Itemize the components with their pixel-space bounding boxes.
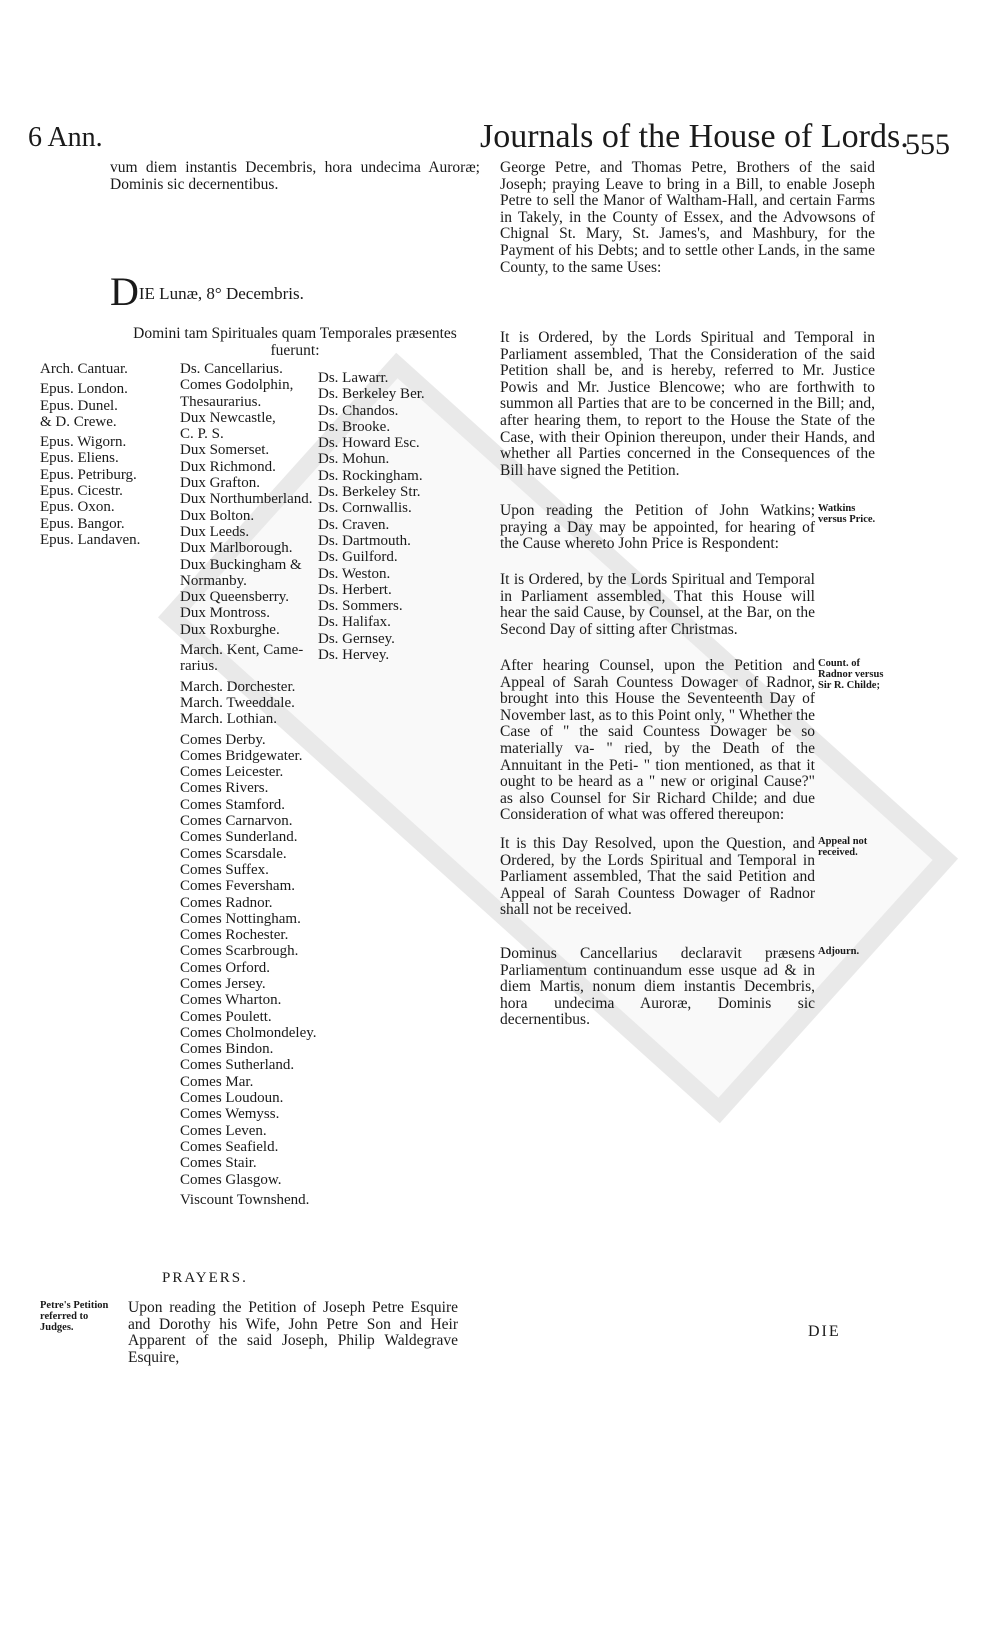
- attendee-name: Ds. Craven.: [318, 516, 390, 533]
- attendee-name: Comes Stair.: [180, 1155, 257, 1172]
- attendee-name: Ds. Cancellarius.: [180, 361, 283, 377]
- attendee-name: Ds. Herbert.: [318, 581, 392, 598]
- attendee-name: Comes Leven.: [180, 1122, 267, 1139]
- attendee-name: Epus. Petriburg.: [40, 466, 137, 483]
- attendee-name: Arch. Cantuar.: [40, 361, 128, 377]
- attendee-name: Ds. Mohun.: [318, 451, 390, 468]
- attendee-name: Epus. Cicestr.: [40, 483, 123, 500]
- attendee-name: Comes Bindon.: [180, 1041, 274, 1058]
- attendee-name: Thesaurarius.: [180, 393, 262, 410]
- attendee-name: Comes Carnarvon.: [180, 813, 293, 830]
- watkins-petition: Upon reading the Petition of John Watkins; praying a Day may be appointed, for hearing of the Cause whereto John Price is Respondent:: [500, 502, 815, 553]
- attendee-name: Comes Seafield.: [180, 1138, 279, 1155]
- attendee-name: Epus. Wigorn.: [40, 434, 127, 451]
- attendee-name: Dux Buckingham &: [180, 556, 302, 573]
- attendee-name: Comes Sunderland.: [180, 829, 298, 846]
- attendee-name: Ds. Berkeley Ber.: [318, 386, 425, 403]
- attendee-name: Epus. London.: [40, 381, 128, 398]
- attendee-name: Dux Newcastle,: [180, 409, 276, 426]
- regnal-year: 6 Ann.: [28, 122, 103, 153]
- attendee-name: Ds. Cornwallis.: [318, 500, 412, 517]
- attendee-name: & D. Crewe.: [40, 413, 117, 430]
- attendee-name: Comes Wharton.: [180, 992, 282, 1009]
- drop-initial: D: [110, 269, 139, 314]
- attendee-name: Dux Richmond.: [180, 458, 276, 475]
- attendee-name: Ds. Hervey.: [318, 647, 390, 664]
- attendee-name: Dux Grafton.: [180, 475, 260, 492]
- prayers-heading: PRAYERS.: [162, 1270, 248, 1286]
- journal-title: Journals of the House of Lords.: [480, 118, 909, 155]
- attendee-name: Dux Leeds.: [180, 523, 250, 540]
- attendee-name: Comes Feversham.: [180, 878, 295, 895]
- attendee-name: Viscount Townshend.: [180, 1191, 310, 1208]
- attendee-name: Dux Roxburghe.: [180, 621, 280, 638]
- adjournment-paragraph: Dominus Cancellarius declaravit præsens Parliamentum continuandum esse usque ad & in diem Martis, nonum diem instantis Decembris, hora undecima Auroræ, Dominis sic decernentibus.: [500, 945, 815, 1029]
- attendee-name: Comes Bridgewater.: [180, 747, 303, 764]
- order-petre: It is Ordered, by the Lords Spiritual and Temporal in Parliament assembled, That the Consideration of the said Petition shall be, and is hereby, referred to Mr. Justice Powis and Mr. Justice Blencowe; who are forthwith to summon all Parties that are to be concerned in the Bill; and, after hearing them, to report to the House the State of the Case, with their Opinion thereupon, under their Hands, and whether all Parties concerned in the Consequences of the Bill have signed the Petition.: [500, 329, 875, 479]
- margin-note-appeal: Appeal not received.: [818, 836, 868, 858]
- bishops-column: [40, 361, 140, 548]
- attendee-name: Ds. Berkeley Str.: [318, 484, 421, 501]
- day-heading-text: IE Lunæ, 8° Decembris.: [138, 284, 304, 303]
- attendee-name: Comes Rivers.: [180, 780, 269, 797]
- attendee-name: Comes Glasgow.: [180, 1171, 282, 1188]
- attendee-name: Epus. Landaven.: [40, 531, 141, 548]
- attendee-name: Dux Queensberry.: [180, 589, 289, 606]
- attendee-name: Dux Northumberland.: [180, 491, 313, 508]
- attendee-name: Ds. Guilford.: [318, 549, 398, 566]
- attendee-name: Dux Somerset.: [180, 442, 270, 459]
- order-watkins: It is Ordered, by the Lords Spiritual and Temporal in Parliament assembled, That this House will hear the said Cause, by Counsel, at the Bar, on the Second Day of sitting after Christmas.: [500, 571, 815, 638]
- attendee-name: Comes Jersey.: [180, 975, 266, 992]
- attendee-name: rarius.: [180, 658, 218, 675]
- attendee-name: Ds. Chandos.: [318, 402, 399, 419]
- attendee-name: Normanby.: [180, 572, 247, 589]
- attendee-name: Comes Godolphin,: [180, 377, 294, 394]
- attendee-name: Comes Cholmondeley.: [180, 1024, 317, 1041]
- attendee-name: Comes Scarbrough.: [180, 943, 299, 960]
- attendee-name: Ds. Gernsey.: [318, 630, 395, 647]
- margin-note-petre: Petre's Petition referred to Judges.: [40, 1300, 109, 1333]
- attendee-name: Comes Nottingham.: [180, 910, 301, 927]
- radnor-hearing: After hearing Counsel, upon the Petition and Appeal of Sarah Countess Dowager of Radnor, brought into this House the Seventeenth Day of November last, as to this Point only, " Whether the Case of " the said Countess Dowager be so materially va- " ried, by the Death of the Annuitant in the Peti- " tion mentioned, as that it ought to be heard as a " new or original Cause?" as also Counsel for Sir Richard Childe; and due Consideration of what was offered thereupon:: [500, 657, 815, 824]
- attendee-name: Comes Mar.: [180, 1073, 254, 1090]
- page-number: 555: [905, 128, 950, 161]
- attendee-name: Epus. Dunel.: [40, 397, 118, 414]
- continued-paragraph: vum diem instantis Decembris, hora undecima Auroræ; Dominis sic decernentibus.: [110, 159, 480, 193]
- attendee-name: Comes Stamford.: [180, 796, 285, 813]
- attendee-name: Dux Bolton.: [180, 507, 255, 524]
- catchword: DIE: [808, 1323, 841, 1340]
- attendee-name: Comes Derby.: [180, 731, 266, 748]
- margin-note-radnor: Count. of Radnor versus Sir R. Childe;: [818, 658, 884, 691]
- attendee-name: Dux Montross.: [180, 605, 271, 622]
- attendee-name: Comes Orford.: [180, 959, 270, 976]
- margin-note-adjourn: Adjourn.: [818, 946, 860, 957]
- attendee-name: Epus. Eliens.: [40, 450, 119, 467]
- attendee-name: Comes Radnor.: [180, 894, 273, 911]
- attendee-name: March. Kent, Came-: [180, 642, 304, 659]
- present-line: Domini tam Spirituales quam Temporales præsentes fuerunt:: [133, 325, 457, 359]
- petre-petition-paragraph: Upon reading the Petition of Joseph Petre Esquire and Dorothy his Wife, John Petre Son and Heir Apparent of the said Joseph, Philip Waldegrave Esquire,: [128, 1299, 458, 1366]
- resolution-radnor: It is this Day Resolved, upon the Question, and Ordered, by the Lords Spiritual and Temporal in Parliament assembled, That the said Petition and Appeal of Sarah Countess Dowager of Radnor shall not be received.: [500, 835, 815, 919]
- attendee-name: Ds. Halifax.: [318, 614, 391, 631]
- attendee-name: March. Dorchester.: [180, 678, 296, 695]
- attendee-name: Ds. Sommers.: [318, 598, 403, 615]
- attendee-name: Dux Marlborough.: [180, 540, 293, 557]
- attendee-name: C. P. S.: [180, 426, 224, 443]
- petre-petition-continued: George Petre, and Thomas Petre, Brothers of the said Joseph; praying Leave to bring in a Bill, to enable Joseph Petre to sell the Manor of Waltham-Hall, and certain Farms in Takely, in the County of Essex, and the Advowsons of Chignal St. Mary, St. James's, and Mashbury, for the Payment of his Debts; and to settle other Lands, in the same County, to the same Uses:: [500, 159, 875, 276]
- peers-column: [180, 361, 317, 1208]
- attendee-name: Comes Poulett.: [180, 1008, 272, 1025]
- attendee-name: Ds. Weston.: [318, 565, 391, 582]
- attendee-name: March. Lothian.: [180, 711, 278, 728]
- attendee-name: Epus. Bangor.: [40, 515, 125, 532]
- barons-column: [318, 370, 425, 663]
- attendee-name: Comes Wemyss.: [180, 1106, 280, 1123]
- attendee-name: Comes Rochester.: [180, 927, 289, 944]
- attendee-name: Ds. Dartmouth.: [318, 532, 411, 549]
- attendee-name: March. Tweeddale.: [180, 694, 295, 711]
- day-heading: [110, 268, 304, 315]
- attendee-name: Ds. Rockingham.: [318, 467, 423, 484]
- attendee-name: Comes Scarsdale.: [180, 845, 287, 862]
- attendee-name: Ds. Brooke.: [318, 418, 391, 435]
- attendee-name: Comes Sutherland.: [180, 1057, 295, 1074]
- attendee-name: Comes Leicester.: [180, 764, 284, 781]
- attendee-name: Ds. Lawarr.: [318, 370, 389, 386]
- attendee-name: Comes Loudoun.: [180, 1090, 284, 1107]
- attendee-name: Ds. Howard Esc.: [318, 435, 420, 452]
- margin-note-watkins: Watkins versus Price.: [818, 503, 876, 525]
- attendee-name: Epus. Oxon.: [40, 499, 115, 516]
- attendee-name: Comes Suffex.: [180, 861, 269, 878]
